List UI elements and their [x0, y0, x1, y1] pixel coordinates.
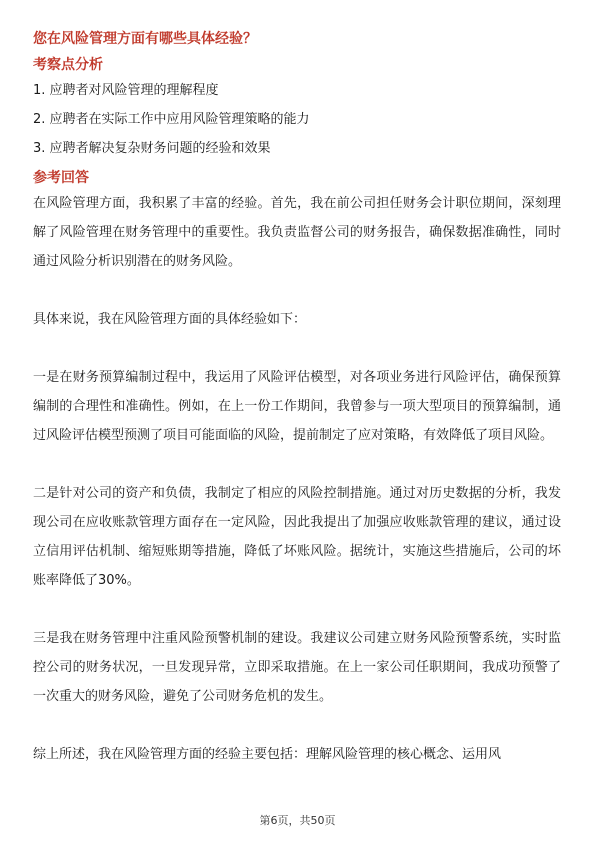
answer-paragraph: 二是针对公司的资产和负债，我制定了相应的风险控制措施。通过对历史数据的分析，我发现公司在应收账款管理方面存在一定风险，因此我提出了加强应收账款管理的建议，通过设立信用评估机制、缩短账期等措施，降低了坏账风险。据统计，实施这些措施后，公司的坏账率降低了30%。	[33, 486, 561, 588]
answer-body	[33, 189, 561, 769]
document-page	[33, 28, 561, 769]
analysis-points-list	[33, 76, 561, 163]
question-heading: 您在风险管理方面有哪些具体经验？	[33, 31, 257, 47]
analysis-point: 2. 应聘者在实际工作中应用风险管理策略的能力	[33, 112, 310, 127]
paragraph-gap	[33, 450, 561, 479]
paragraph-gap	[33, 595, 561, 624]
paragraph-gap	[33, 334, 561, 363]
analysis-point: 1. 应聘者对风险管理的理解程度	[33, 83, 219, 98]
page-number-footer: 第6页，共50页	[259, 814, 336, 827]
answer-paragraph: 一是在财务预算编制过程中，我运用了风险评估模型，对各项业务进行风险评估，确保预算编制的合理性和准确性。例如，在上一份工作期间，我曾参与一项大型项目的预算编制，通过风险评估模型预测了项目可能面临的风险，提前制定了应对策略，有效降低了项目风险。	[33, 370, 561, 443]
paragraph-gap	[33, 276, 561, 305]
answer-paragraph: 具体来说，我在风险管理方面的具体经验如下：	[33, 312, 307, 327]
analysis-point: 3. 应聘者解决复杂财务问题的经验和效果	[33, 141, 271, 156]
answer-paragraph: 三是我在财务管理中注重风险预警机制的建设。我建议公司建立财务风险预警系统，实时监控公司的财务状况，一旦发现异常，立即采取措施。在上一家公司任职期间，我成功预警了一次重大的财务风险，避免了公司财务危机的发生。	[33, 631, 561, 704]
answer-paragraph: 在风险管理方面，我积累了丰富的经验。首先，我在前公司担任财务会计职位期间，深刻理解了风险管理在财务管理中的重要性。我负责监督公司的财务报告，确保数据准确性，同时通过风险分析识别潜在的财务风险。	[33, 196, 561, 269]
analysis-heading: 考察点分析	[33, 57, 103, 73]
answer-heading: 参考回答	[33, 170, 89, 186]
paragraph-gap	[33, 711, 561, 740]
answer-paragraph: 综上所述，我在风险管理方面的经验主要包括：理解风险管理的核心概念、运用风	[33, 747, 502, 762]
